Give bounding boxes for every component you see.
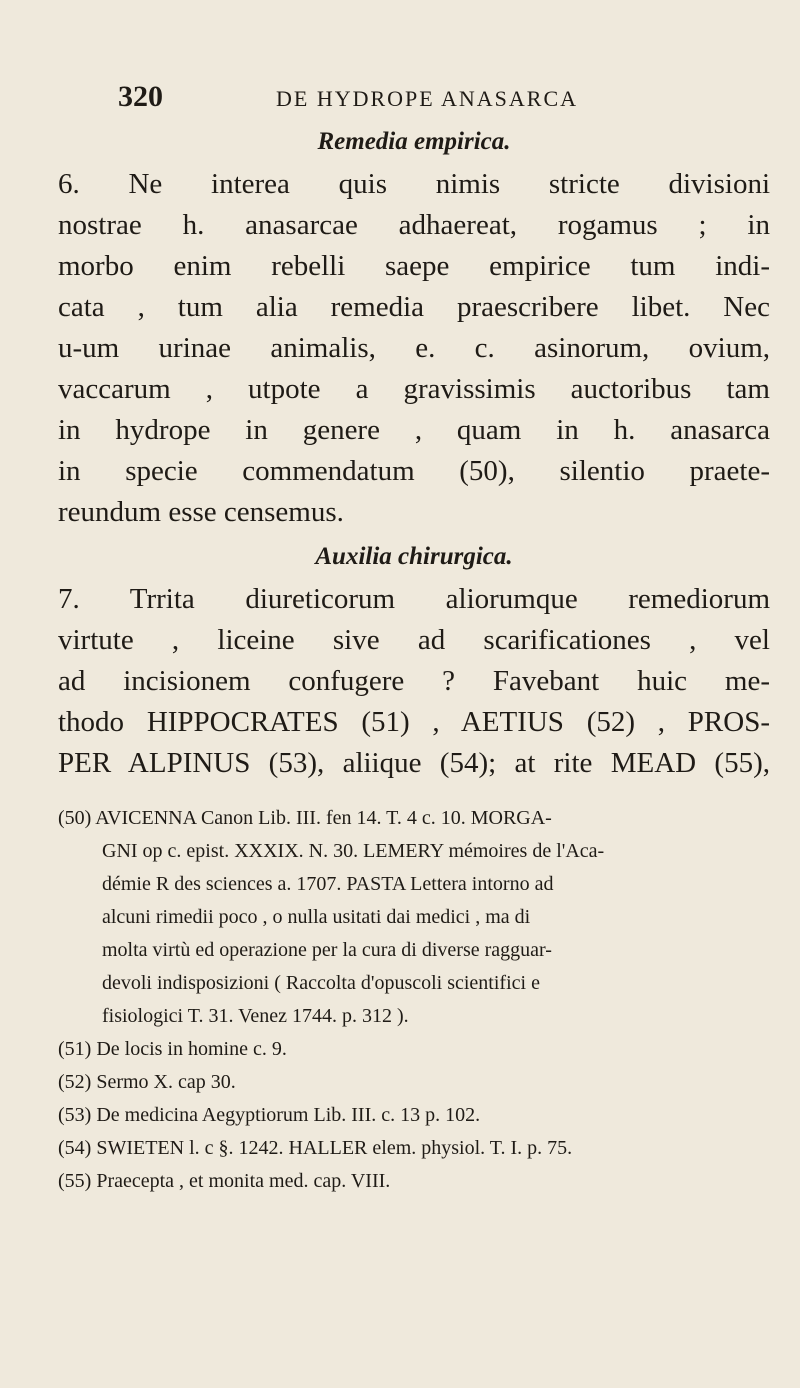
text-line: thodo HIPPOCRATES (51) , AETIUS (52) , PROS- (58, 706, 770, 738)
text-line: cata , tum alia remedia praescribere libet. Nec (58, 291, 770, 323)
paragraph-6 (58, 164, 770, 533)
footnote-50-cont: GNI op c. epist. XXXIX. N. 30. LEMERY mémoires de l'Aca- (102, 840, 605, 862)
text-line: in specie commendatum (50), silentio praete- (58, 455, 770, 487)
running-title: DE HYDROPE ANASARCA (276, 86, 579, 111)
footnote-50-cont: fisiologici T. 31. Venez 1744. p. 312 ). (102, 1005, 409, 1027)
text-line: reundum esse censemus. (58, 496, 344, 528)
text-line: in hydrope in genere , quam in h. anasarca (58, 414, 770, 446)
text-line: u-um urinae animalis, e. c. asinorum, ovium, (58, 332, 770, 364)
footnote-51: (51) De locis in homine c. 9. (58, 1038, 287, 1060)
section-heading-auxilia: Auxilia chirurgica. (315, 543, 513, 570)
section-heading-remedia: Remedia empirica. (317, 128, 511, 155)
text-line: 6. Ne interea quis nimis stricte divisioni (58, 168, 770, 200)
text-line: virtute , liceine sive ad scarificationes , vel (58, 624, 770, 656)
footnote-52: (52) Sermo X. cap 30. (58, 1071, 236, 1093)
text-line: morbo enim rebelli saepe empirice tum indi- (58, 250, 770, 282)
paragraph-7 (58, 579, 770, 784)
footnote-53: (53) De medicina Aegyptiorum Lib. III. c. 13 p. 102. (58, 1104, 481, 1126)
text-line: nostrae h. anasarcae adhaereat, rogamus ; in (58, 209, 770, 241)
page-header (118, 80, 760, 120)
footnotes (58, 802, 770, 1198)
footnote-50: (50) AVICENNA Canon Lib. III. fen 14. T. 4 c. 10. MORGA- (58, 807, 552, 829)
page-body (58, 128, 770, 1198)
text-line: vaccarum , utpote a gravissimis auctoribus tam (58, 373, 770, 405)
footnote-50-cont: molta virtù ed operazione per la cura di diverse ragguar- (102, 939, 552, 961)
page-number: 320 (118, 80, 163, 113)
footnote-50-cont: alcuni rimedii poco , o nulla usitati dai medici , ma di (102, 906, 531, 928)
text-line: PER ALPINUS (53), aliique (54); at rite MEAD (55), (58, 747, 770, 779)
text-line: 7. Trrita diureticorum aliorumque remediorum (58, 583, 770, 615)
footnote-55: (55) Praecepta , et monita med. cap. VIII. (58, 1170, 391, 1192)
text-line: ad incisionem confugere ? Favebant huic me- (58, 665, 770, 697)
footnote-50-cont: démie R des sciences a. 1707. PASTA Lettera intorno ad (102, 873, 554, 895)
footnote-50-cont: devoli indisposizioni ( Raccolta d'opuscoli scientifici e (102, 972, 540, 994)
footnote-54: (54) SWIETEN l. c §. 1242. HALLER elem. physiol. T. I. p. 75. (58, 1137, 573, 1159)
